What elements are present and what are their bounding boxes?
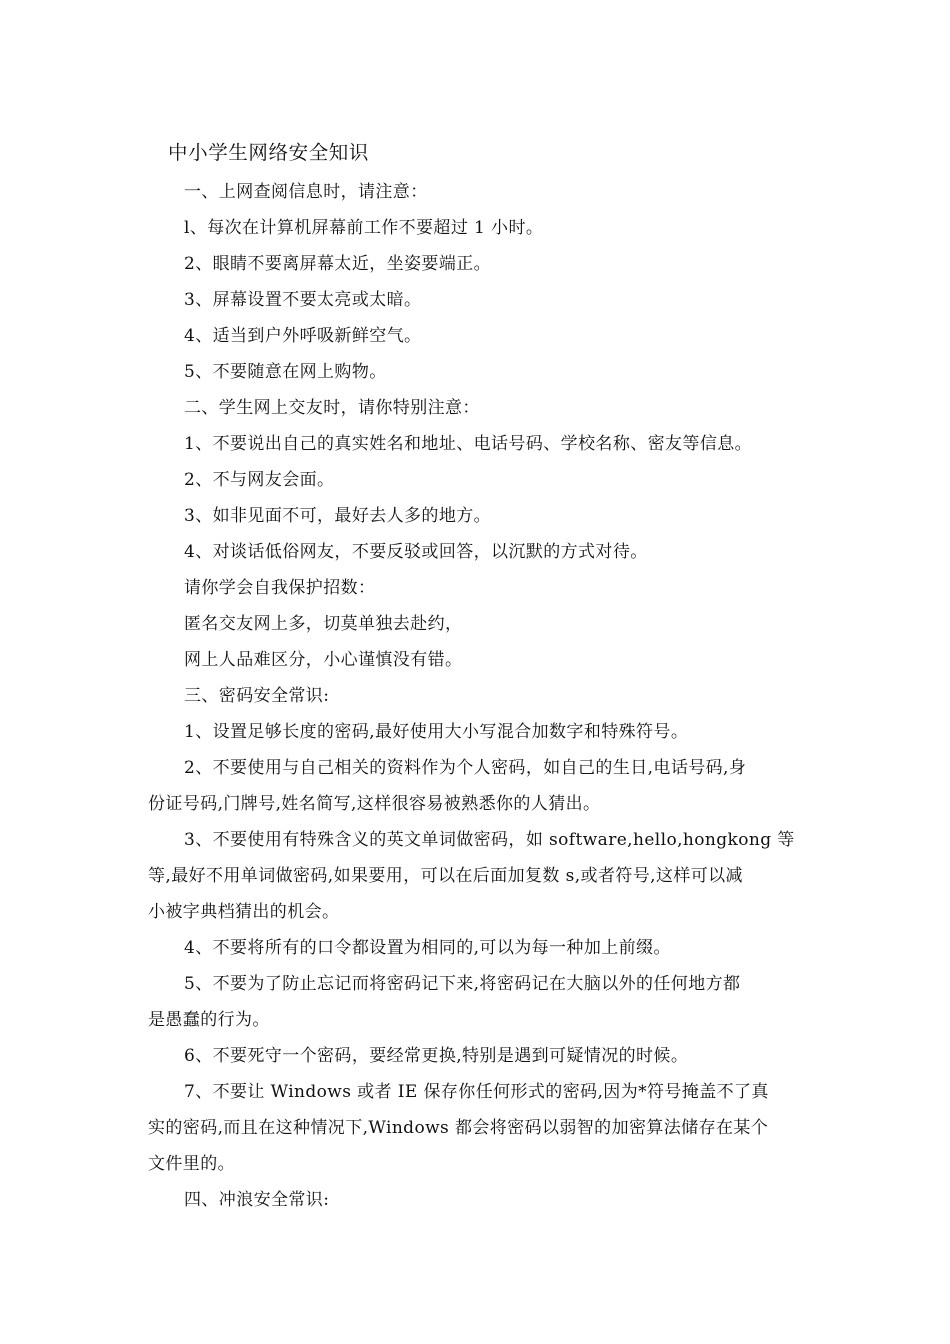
paragraph: 5、不要随意在网上购物。	[184, 362, 387, 382]
paragraph: 3、屏幕设置不要太亮或太暗。	[184, 290, 422, 310]
paragraph: 3、如非见面不可，最好去人多的地方。	[184, 506, 492, 526]
paragraph: 4、适当到户外呼吸新鲜空气。	[184, 326, 422, 346]
paragraph-continuation: 实的密码,而且在这种情况下,Windows 都会将密码以弱智的加密算法储存在某个	[148, 1118, 769, 1138]
paragraph: 1、不要说出自己的真实姓名和地址、电话号码、学校名称、密友等信息。	[184, 434, 753, 454]
paragraph-continuation: 文件里的。	[148, 1154, 235, 1174]
section-heading-4: 四、冲浪安全常识:	[184, 1190, 330, 1210]
section-heading-1: 一、上网查阅信息时，请注意：	[184, 182, 428, 202]
paragraph: 2、眼睛不要离屏幕太近，坐姿要端正。	[184, 254, 492, 274]
section-heading-2: 二、学生网上交友时，请你特别注意：	[184, 398, 480, 418]
tip-line: 匿名交友网上多，切莫单独去赴约，	[184, 614, 463, 634]
paragraph: l、每次在计算机屏幕前工作不要超过 1 小时。	[184, 218, 544, 238]
paragraph: 5、不要为了防止忘记而将密码记下来,将密码记在大脑以外的任何地方都	[184, 974, 741, 994]
paragraph-continuation: 小被字典档猜出的机会。	[148, 902, 340, 922]
paragraph: 7、不要让 Windows 或者 IE 保存你任何形式的密码,因为*符号掩盖不了真	[184, 1082, 769, 1102]
paragraph-continuation: 是愚蠢的行为。	[148, 1010, 270, 1030]
tip-line: 网上人品难区分，小心谨慎没有错。	[184, 650, 463, 670]
paragraph-continuation: 份证号码,门牌号,姓名简写,这样很容易被熟悉你的人猜出。	[148, 794, 601, 814]
tips-heading: 请你学会自我保护招数：	[184, 578, 376, 598]
paragraph: 4、不要将所有的口令都设置为相同的,可以为每一种加上前缀。	[184, 938, 671, 958]
paragraph: 6、不要死守一个密码，要经常更换,特别是遇到可疑情况的时候。	[184, 1046, 689, 1066]
paragraph: 4、对谈话低俗网友，不要反驳或回答，以沉默的方式对待。	[184, 542, 648, 562]
paragraph: 3、不要使用有特殊含义的英文单词做密码，如 software,hello,hongkong 等	[184, 830, 795, 850]
paragraph-continuation: 等,最好不用单词做密码,如果要用，可以在后面加复数 s,或者符号,这样可以减	[148, 866, 743, 886]
document-title: 中小学生网络安全知识	[168, 141, 370, 164]
section-heading-3: 三、密码安全常识:	[184, 686, 330, 706]
paragraph: 2、不与网友会面。	[184, 470, 335, 490]
paragraph: 1、设置足够长度的密码,最好使用大小写混合加数字和特殊符号。	[184, 722, 689, 742]
paragraph: 2、不要使用与自己相关的资料作为个人密码，如自己的生日,电话号码,身	[184, 758, 747, 778]
